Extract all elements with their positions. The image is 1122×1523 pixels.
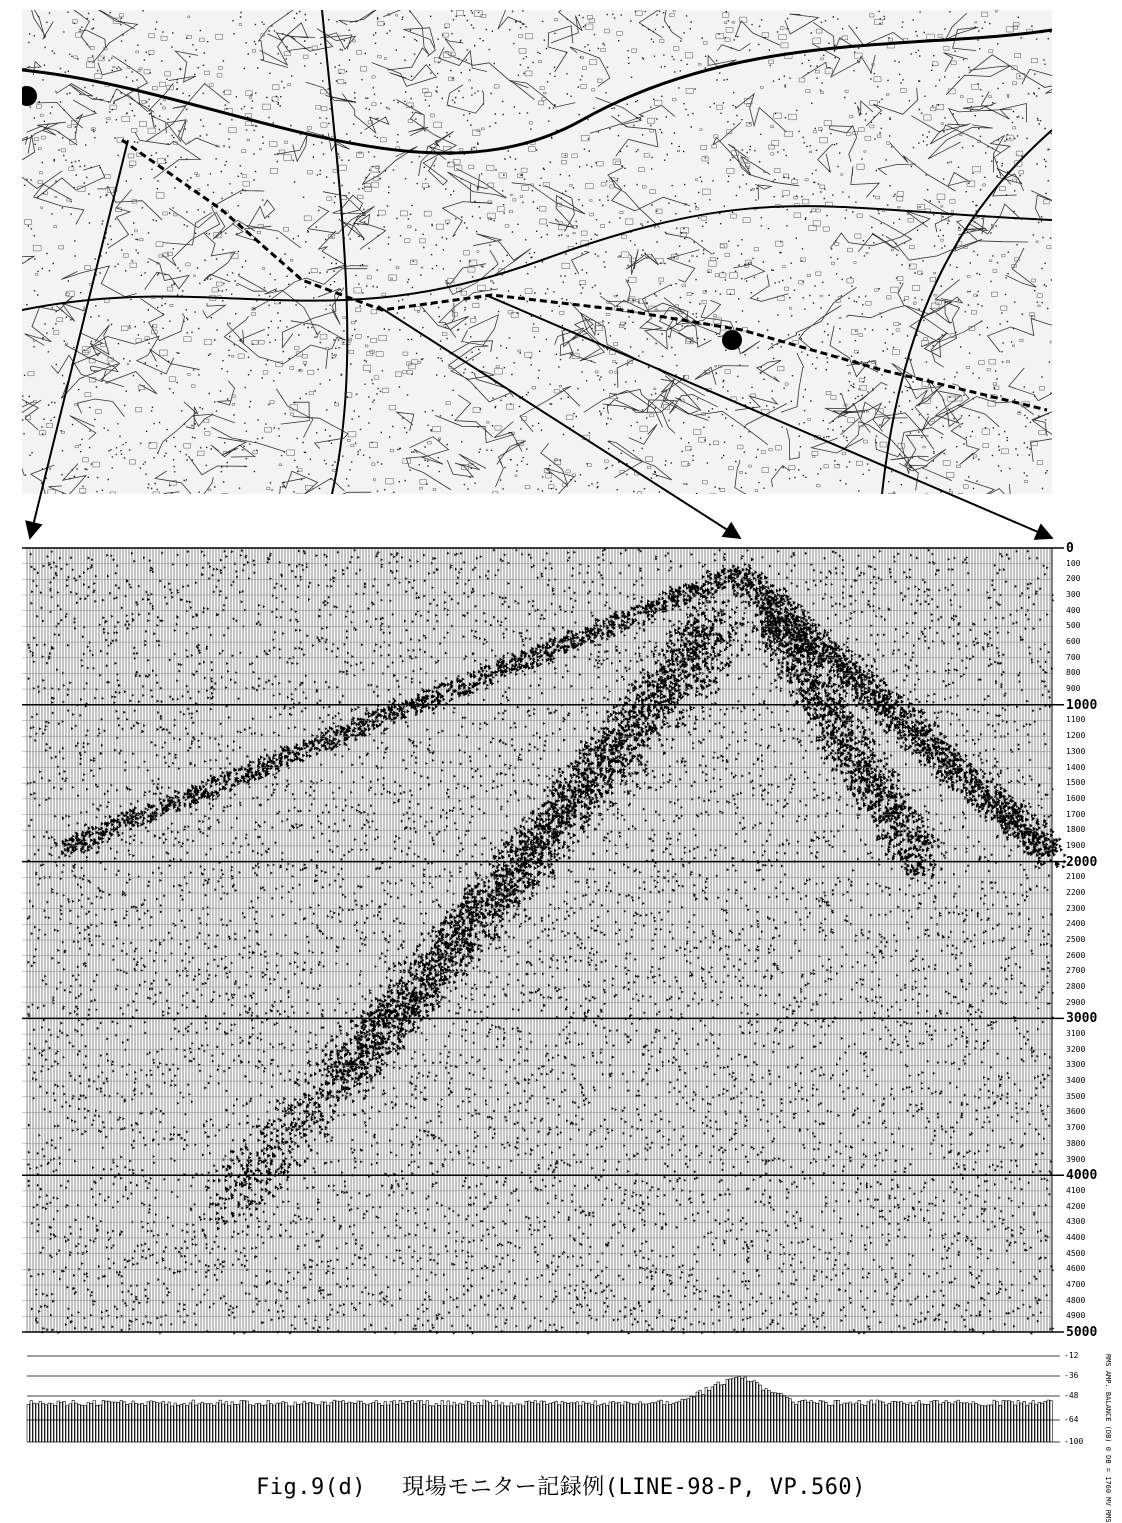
amplitude-scale-label: -48 <box>1064 1391 1079 1400</box>
time-minor-label: 3500 <box>1066 1091 1086 1101</box>
time-minor-label: 4200 <box>1066 1201 1086 1211</box>
time-minor-label: 500 <box>1066 621 1081 631</box>
time-minor-label: 4500 <box>1066 1248 1086 1258</box>
time-minor-label: 4700 <box>1066 1279 1086 1289</box>
time-minor-label: 3300 <box>1066 1060 1086 1070</box>
time-minor-label: 2500 <box>1066 935 1086 944</box>
figure-caption: Fig.9(d) 現場モニター記録例(LINE-98-P, VP.560) <box>256 1475 866 1500</box>
time-minor-label: 2800 <box>1066 982 1086 992</box>
time-major-label: 1000 <box>1066 697 1098 713</box>
time-minor-label: 700 <box>1066 652 1081 662</box>
amplitude-bars <box>22 1350 1122 1450</box>
time-minor-label: 2700 <box>1066 966 1086 976</box>
time-minor-label: 4300 <box>1066 1217 1086 1227</box>
time-minor-label: 2100 <box>1066 872 1086 882</box>
time-minor-label: 300 <box>1066 590 1081 600</box>
time-major-label: 3000 <box>1066 1011 1098 1027</box>
pointer-arrow-2 <box>378 306 740 538</box>
time-minor-label: 400 <box>1066 605 1081 615</box>
time-minor-label: 1500 <box>1066 778 1086 788</box>
time-minor-label: 1200 <box>1066 731 1086 741</box>
seismic-monitor-record <box>22 541 1122 1344</box>
pointer-arrow-3 <box>488 296 1052 538</box>
amplitude-scale-label: -36 <box>1064 1371 1079 1380</box>
time-minor-label: 1600 <box>1066 793 1086 803</box>
time-minor-label: 1300 <box>1066 746 1086 756</box>
time-minor-label: 100 <box>1066 558 1081 568</box>
time-minor-label: 900 <box>1066 684 1081 694</box>
time-minor-label: 3400 <box>1066 1076 1086 1086</box>
time-minor-label: 4100 <box>1066 1185 1086 1195</box>
time-minor-label: 600 <box>1066 637 1081 647</box>
time-minor-label: 3700 <box>1066 1123 1086 1133</box>
time-major-label: 2000 <box>1066 854 1098 870</box>
time-major-label: 0 <box>1066 541 1074 556</box>
time-minor-label: 3900 <box>1066 1154 1086 1164</box>
time-minor-label: 1400 <box>1066 762 1086 772</box>
time-minor-label: 4900 <box>1066 1311 1086 1321</box>
amplitude-note: RMS AMP. BALANCE (DB) 0 DB = 1760 MV RMS <box>1104 1354 1112 1523</box>
time-minor-label: 1800 <box>1066 825 1086 835</box>
time-minor-label: 1900 <box>1066 840 1086 850</box>
pointer-arrow-1 <box>30 140 128 538</box>
time-minor-label: 1100 <box>1066 715 1086 725</box>
amplitude-scale-label: -12 <box>1064 1351 1079 1360</box>
time-minor-label: 3800 <box>1066 1138 1086 1148</box>
time-minor-label: 3600 <box>1066 1107 1086 1117</box>
time-minor-label: 4800 <box>1066 1295 1086 1305</box>
time-minor-label: 3100 <box>1066 1029 1086 1039</box>
amplitude-scale-label: -64 <box>1064 1415 1079 1424</box>
time-major-label: 4000 <box>1066 1168 1098 1184</box>
amplitude-scale-label: -100 <box>1064 1437 1084 1446</box>
time-minor-label: 2300 <box>1066 903 1086 913</box>
time-minor-label: 2200 <box>1066 887 1086 897</box>
time-minor-label: 2400 <box>1066 919 1086 929</box>
time-minor-label: 4400 <box>1066 1232 1086 1242</box>
time-minor-label: 1700 <box>1066 809 1086 819</box>
time-major-label: 5000 <box>1066 1325 1098 1340</box>
time-minor-label: 2600 <box>1066 950 1086 960</box>
time-minor-label: 200 <box>1066 574 1081 584</box>
time-minor-label: 4600 <box>1066 1264 1086 1274</box>
time-minor-label: 3200 <box>1066 1044 1086 1054</box>
survey-pointer-arrows <box>0 0 1122 560</box>
time-minor-label: 2900 <box>1066 997 1086 1007</box>
time-minor-label: 800 <box>1066 668 1081 678</box>
seismic-traces <box>22 541 1122 1344</box>
